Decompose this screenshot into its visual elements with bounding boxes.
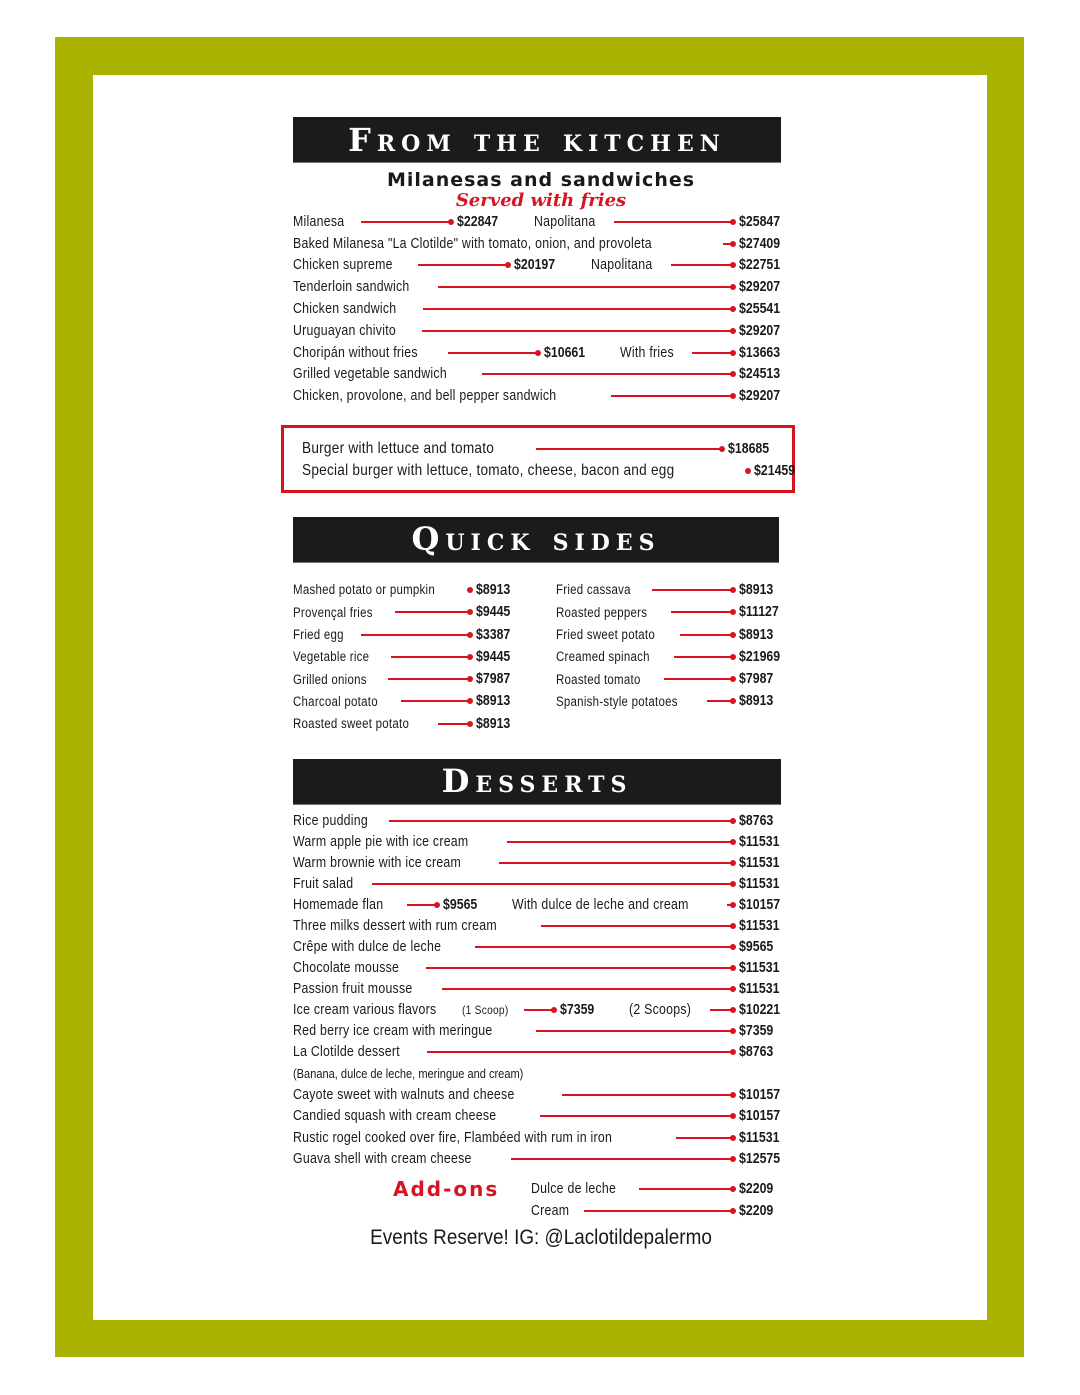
leader-line [468,589,470,591]
leader-line [664,678,733,680]
menu-item-row [302,460,796,482]
item-price: $9565 [443,897,478,914]
item-name: Charcoal potato [293,693,378,709]
item-name: Grilled onions [293,671,367,687]
leader-line [710,1009,733,1011]
leader-line [541,925,733,927]
leader-line [422,330,733,332]
item-price: $7359 [560,1002,595,1019]
leader-line [361,634,470,636]
kitchen-subtitle: Milanesas and sandwiches [386,169,696,191]
menu-item-row [531,1200,789,1222]
item-price: $8913 [739,581,774,598]
menu-item-row [293,211,789,233]
item-price: $11531 [739,960,780,977]
menu-item-row [293,832,789,853]
item-price: $7359 [739,1023,774,1040]
leader-line [448,352,538,354]
sides-right-column [556,579,789,735]
item-price: $12575 [739,1151,781,1168]
item-name: Warm brownie with ice cream [293,855,462,872]
la-clotilde-note: (Banana, dulce de leche, meringue and cream) [293,1065,524,1081]
item-price: $11531 [739,876,780,893]
leader-line [418,264,508,266]
item-name: Fruit salad [293,876,354,893]
item-name: Crêpe with dulce de leche [293,939,442,956]
item-price: $18685 [728,441,770,458]
item-price: $25541 [739,301,781,318]
item-price: $8913 [739,693,774,710]
item-name: Roasted sweet potato [293,716,410,732]
item-name: Mashed potato or pumpkin [293,582,435,598]
menu-item-row [293,1105,789,1127]
served-with-fries-note: Served with fries [455,190,627,211]
item-price: $9445 [476,648,511,665]
item-price: $8913 [476,581,511,598]
leader-line [584,1210,733,1212]
menu-item-row [293,233,789,255]
item-name: Ice cream various flavors [293,1002,437,1019]
section-banner-desserts: Desserts [293,759,781,805]
leader-line [614,221,733,223]
leader-line [389,820,733,822]
item-price: $20197 [514,257,556,274]
item-name: Grilled vegetable sandwich [293,366,447,383]
item-price: $8763 [739,813,774,830]
leader-line [427,1051,733,1053]
item-name: Red berry ice cream with meringue [293,1023,493,1040]
leader-line [680,634,733,636]
item-variant-name: (2 Scoops) [628,1002,691,1019]
menu-item-row [556,690,789,712]
leader-line [426,967,733,969]
item-price: $29207 [739,279,781,296]
menu-item-row [556,601,789,623]
menu-item-row [556,646,789,668]
leader-line [511,1158,733,1160]
menu-item-row [293,713,526,735]
item-price: $11531 [739,855,780,872]
item-variant-name: With fries [620,344,675,361]
leader-line [676,1137,733,1139]
section-banner-kitchen: From the kitchen [293,117,781,163]
item-name: Three milks dessert with rum cream [293,918,497,935]
item-name: Cream [531,1202,570,1219]
menu-item-row [293,601,526,623]
menu-item-row [293,385,789,407]
item-price: $10157 [739,1086,781,1103]
menu-item-row [293,690,526,712]
leader-line [442,988,733,990]
item-name: La Clotilde dessert [293,1044,400,1061]
item-name: Rustic rogel cooked over fire, Flambéed with rum in iron [293,1129,613,1146]
item-variant-price: $10157 [739,897,781,914]
item-name: Tenderloin sandwich [293,279,410,296]
leader-line [611,395,733,397]
item-price: $2209 [739,1202,774,1219]
item-price: $8913 [739,626,774,643]
menu-item-row [293,979,789,1000]
item-name: Homemade flan [293,897,384,914]
menu-item-row [293,623,526,645]
item-variant-name: Napolitana [533,213,596,230]
item-price: $9445 [476,604,511,621]
item-price: $7987 [476,671,511,688]
leader-line [499,862,733,864]
item-name: Special burger with lettuce, tomato, cheese, bacon and egg [302,461,675,479]
item-price: $21459 [754,462,796,479]
leader-line [475,946,733,948]
menu-item-row [556,579,789,601]
menu-item-row [293,916,789,937]
item-price: $11531 [739,1129,780,1146]
item-price: $11531 [739,918,780,935]
menu-item-row [302,438,778,460]
item-name: Vegetable rice [293,649,370,665]
addons-section [293,1178,789,1222]
leader-line [482,373,733,375]
item-variant-price: $22751 [739,257,781,274]
item-price: $11127 [739,604,779,621]
leader-line [395,611,470,613]
leader-line [671,611,733,613]
item-price: $8913 [476,693,511,710]
leader-line [540,1115,733,1117]
item-price: $10661 [543,344,585,361]
item-name: Chicken supreme [293,257,393,274]
menu-item-row [556,668,789,690]
leader-line [674,656,733,658]
menu-item-row [293,958,789,979]
item-price: $7987 [739,671,774,688]
item-price: $21969 [739,648,781,665]
item-price: $22847 [457,213,499,230]
leader-line [391,656,470,658]
menu-item-row [293,320,789,342]
item-price: $29207 [739,322,781,339]
addons-list [531,1178,789,1222]
leader-line [671,264,733,266]
menu-item-row [293,874,789,895]
leader-line [372,883,733,885]
kitchen-list [293,211,789,407]
addons-title: Add-ons [393,1176,500,1201]
item-name: Dulce de leche [531,1180,617,1197]
item-name: Creamed spinach [556,649,650,665]
item-price: $10157 [739,1108,781,1125]
item-price: $11531 [739,834,780,851]
desserts-list-2 [293,1084,789,1170]
menu-content [293,117,796,1250]
item-name: Roasted peppers [556,604,648,620]
sides-columns [293,579,789,735]
item-name: Baked Milanesa "La Clotilde" with tomato, onion, and provoleta [293,235,652,252]
item-name: Rice pudding [293,813,369,830]
leader-line [401,700,470,702]
item-name: Fried cassava [556,582,631,598]
item-name: Chicken sandwich [293,301,397,318]
menu-item-row [293,811,789,832]
item-name: Warm apple pie with ice cream [293,834,469,851]
leader-line [707,700,733,702]
menu-item-row [556,623,789,645]
leader-line [438,723,470,725]
menu-item-row [293,364,789,386]
item-price: $11531 [739,981,780,998]
leader-line [388,678,470,680]
item-name: Guava shell with cream cheese [293,1151,472,1168]
footer-events: Events Reserve! IG: @Laclotildepalermo [370,1225,712,1249]
item-name: Spanish-style potatoes [556,693,678,709]
item-price: $8763 [739,1044,774,1061]
item-qualifier: (1 Scoop) [461,1003,509,1018]
item-price: $24513 [739,366,781,383]
section-banner-sides: Quick sides [293,517,779,563]
menu-item-row [293,1042,789,1063]
leader-line [407,904,437,906]
item-name: Passion fruit mousse [293,981,413,998]
item-price: $29207 [739,388,781,405]
menu-item-row [293,276,789,298]
item-name: Cayote sweet with walnuts and cheese [293,1086,515,1103]
menu-item-row [293,895,789,916]
menu-item-row [293,1084,789,1106]
item-name: Fried egg [293,627,344,642]
leader-line [438,286,733,288]
item-name: Chicken, provolone, and bell pepper sandwich [293,388,557,405]
menu-item-row [293,668,526,690]
item-price: $8913 [476,715,511,732]
leader-line [361,221,451,223]
sides-left-column [293,579,526,735]
leader-line [536,1030,733,1032]
menu-item-row [293,937,789,958]
menu-item-row [293,853,789,874]
menu-item-row [293,579,526,601]
menu-item-row [293,1148,789,1170]
item-variant-price: $13663 [739,344,781,361]
leader-line [507,841,733,843]
leader-line [524,1009,554,1011]
item-price: $27409 [739,235,781,252]
item-name: Burger with lettuce and tomato [302,440,495,458]
desserts-list [293,811,789,1063]
burger-box [281,425,795,493]
menu-item-row [293,1000,789,1021]
item-name: Fried sweet potato [556,627,655,642]
item-variant-price: $25847 [739,213,781,230]
item-variant-name: Napolitana [590,257,653,274]
leader-line [727,904,733,906]
item-price: $3387 [476,626,511,643]
leader-line [536,448,722,450]
leader-line [692,352,733,354]
menu-item-row [293,1021,789,1042]
menu-item-row [293,1127,789,1149]
menu-item-row [293,255,789,277]
menu-item-row [293,298,789,320]
item-name: Choripán without fries [293,344,418,361]
item-name: Roasted tomato [556,671,641,687]
leader-line [723,243,733,245]
item-variant-price: $10221 [739,1002,781,1019]
leader-line [652,589,733,591]
menu-item-row [293,646,526,668]
menu-item-row [293,342,789,364]
item-name: Provençal fries [293,604,373,620]
item-name: Chocolate mousse [293,960,400,977]
item-price: $2209 [739,1180,774,1197]
item-name: Uruguayan chivito [293,322,396,339]
leader-line [423,308,733,310]
item-name: Milanesa [293,213,345,230]
menu-item-row [531,1178,789,1200]
leader-line [639,1188,733,1190]
item-price: $9565 [739,939,774,956]
item-name: Candied squash with cream cheese [293,1108,497,1125]
leader-line [562,1094,733,1096]
item-variant-name: With dulce de leche and cream [511,897,689,914]
